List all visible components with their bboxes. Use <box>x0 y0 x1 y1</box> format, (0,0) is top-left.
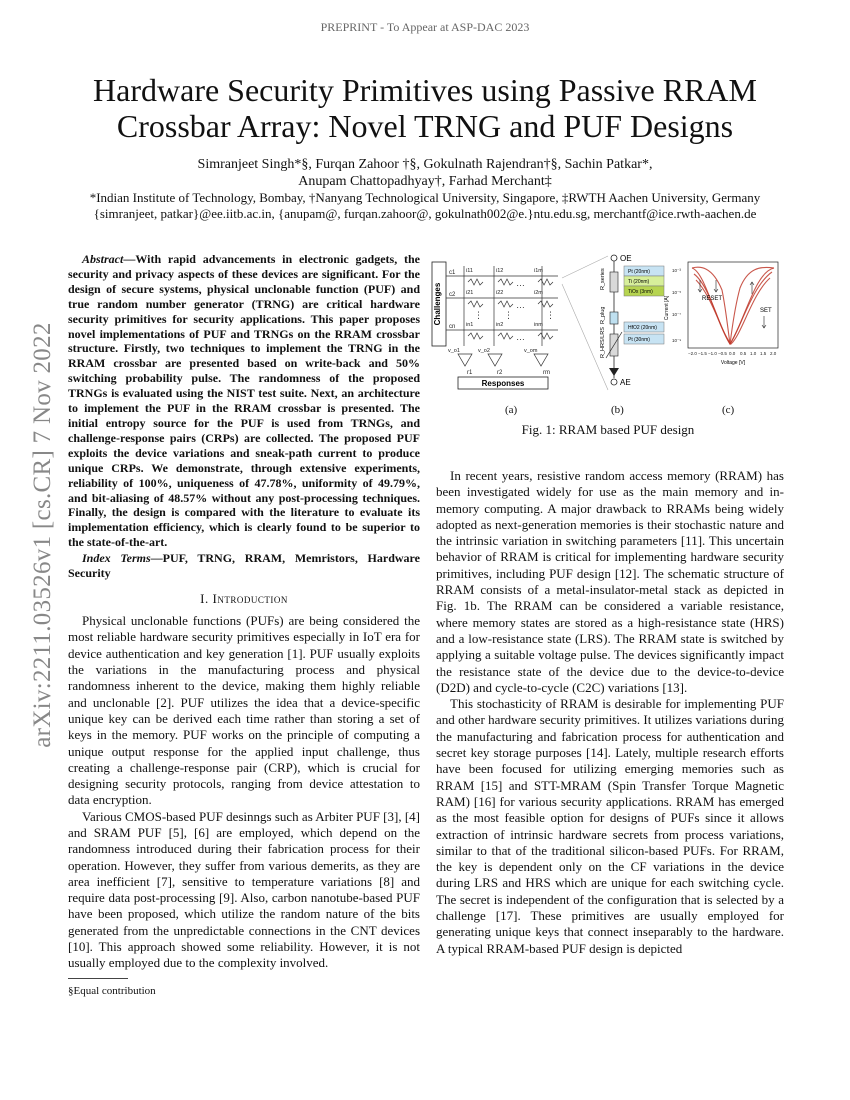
cell-label: inm <box>534 322 543 328</box>
stack-layer-label: Pt (30nm) <box>628 337 650 343</box>
footnote: §Equal contribution <box>68 985 156 997</box>
cell-label: i12 <box>496 268 504 274</box>
output-label: r2 <box>497 370 503 376</box>
title-line-2: Crossbar Array: Novel TRNG and PUF Designs <box>116 108 734 144</box>
x-tick: 0.5 <box>740 351 747 356</box>
author-list <box>60 156 790 190</box>
stack-layer-label: Ti (20nm) <box>628 279 650 285</box>
right-column <box>436 468 784 957</box>
intro-paragraph-2: Various CMOS-based PUF desinngs such as Arbiter PUF [3], [4] and SRAM PUF [5], [6] are employed, which depend on the randomness introduced during their fabrication process for their operation. However, they suffer from various demerits, as they are area inefficient [7], sensitive to temperature variations [8] and require data post-processing [9]. Also, carbon nanotube-based PUF have been proposed, which utilize the random nature of the bits generated from the unpredictable connections in the CNT devices [10]. This approach showed some reliability. However, it is not usually employed due to the complexity involved. <box>68 808 420 971</box>
intro-paragraph-1: Physical unclonable functions (PUFs) are being considered the most reliable hardware security primitives especially in IoT era for device authentication and key generation [1]. PUF usually exploits the variations in the manufacturing process and physical randomness inherent to the device, making them highly reliable and unclonable [2]. PUF utilizes the idea that a device-specific unique key can be derived each time rather than storing a set of keys in the memory. PUF works on the principle of computing a unique output response for the applied input challenge, thus creating a challenge-response pair (CRP), which is crucial for designing security protocols, ranging from device attestation to data encryption. <box>68 613 420 808</box>
output-label: rm <box>543 370 550 376</box>
right-paragraph-2: This stochasticity of RRAM is desirable for implementing PUF and other hardware security primitives. It utilizes variations during the manufacturing and fabrication process for authentication and secret key storage purposes [14]. Lately, multiple research efforts have been focused for utilizing emerging memories such as RRAM [15] and STT-MRAM (Spin Transfer Torque Magnetic RAM) [16] for various security applications. RRAM has emerged as the most feasible option for designs of PUFs since it allows extraction of intrinsic hardware secrets from process variations, similar to that of the traditional silicon-based PUFs. For RRAM, the key is dependent only on the CF variations in the device during LRS and HRS which are unique for each switching cycle. The secret is independent of the configuration that is selected by a challenge [17]. These primitives are usually employed for generating unique keys that connect inseparably to the hardware. A typical RRAM-based PUF design is depicted <box>436 696 784 956</box>
authors-line-2: Anupam Chattopadhyay†, Farhad Merchant‡ <box>298 174 552 189</box>
selector-diode <box>609 368 619 376</box>
y-tick: 10⁻⁷ <box>672 312 682 317</box>
top-electrode-label: OE <box>620 254 632 263</box>
preprint-header: PREPRINT - To Appear at ASP-DAC 2023 <box>320 20 530 34</box>
output-labels <box>467 370 550 376</box>
stack-layer-label: Pt (20nm) <box>628 269 650 275</box>
x-tick: 1.5 <box>760 351 767 356</box>
abstract-text: —With rapid advancements in electronic gadgets, the security and privacy aspects of these devices are significant. For the design of secure systems, physical unclonable function (PUF) and true random number generator (TRNG) are critical hardware security primitives for security applications. This paper proposes novel implementations of PUF and TRNGs on the RRAM crossbar structure. Firstly, two techniques to implement the TRNG in the RRAM crossbar are presented based on write-back and 50% switching probability pulse. The randomness of the proposed TRNGs is evaluated using the NIST test suite. Next, an architecture to implement the PUF in the RRAM crossbar is presented. The initial entropy source for the PUF is used from TRNGs, and challenge-response pairs (CRPs) are collected. The proposed PUF exploits the device variations and sneak-path current to produce unique CRPs. We demonstrate, through extensive experiments, reliability of 100%, uniqueness of 47.78%, uniformity of 49.79%, and bit-aliasing of 48.57% without any post-processing techniques. Finally, the design is compared with the literature to evaluate its implementation efficiency, which is clearly found to be superior to the state-of-the-art. <box>68 252 420 550</box>
y-tick: 10⁻⁹ <box>672 338 682 343</box>
col-label: v_om <box>524 348 538 354</box>
set-label: SET <box>760 308 772 314</box>
figure-sublabels <box>430 404 786 418</box>
rram-stack-diagram <box>562 254 664 390</box>
layer-stack <box>624 266 664 344</box>
cell-label: i22 <box>496 290 504 296</box>
svg-text:⋮: ⋮ <box>546 310 555 320</box>
output-label: r1 <box>467 370 473 376</box>
challenges-label: Challenges <box>433 282 442 326</box>
top-electrode-node <box>611 255 617 261</box>
x-tick: −0.5 <box>718 351 727 356</box>
section-heading-introduction: I. Introduction <box>200 590 288 606</box>
cell-label: in2 <box>496 322 504 328</box>
bottom-electrode-label: AE <box>620 378 631 387</box>
affiliation-line-1: *Indian Institute of Technology, Bombay, †Nanyang Technological University, Singapore, ‡RWTH Aachen University, Germany <box>89 190 761 205</box>
x-tick: −1.0 <box>708 351 717 356</box>
x-tick: −1.5 <box>698 351 707 356</box>
crossbar-ellipsis <box>474 278 555 342</box>
affiliation-line-2: {simranjeet, patkar}@ee.iitb.ac.in, {anupam@, furqan.zahoor@, gokulnath002@e.}ntu.edu.sg, merchantf@ice.rwth-aachen.de <box>93 206 757 221</box>
svg-text:⋮: ⋮ <box>474 310 483 320</box>
x-tick: 0.0 <box>729 351 736 356</box>
authors-line-1: Simranjeet Singh*§, Furqan Zahoor †§, Gokulnath Rajendran†§, Sachin Patkar*, <box>197 157 653 172</box>
series-resistor <box>610 272 618 292</box>
footnote-rule <box>68 978 128 979</box>
resistor-label: R_series <box>600 268 606 290</box>
index-terms <box>68 551 420 581</box>
paper-title <box>40 72 810 144</box>
x-tick: −2.0 <box>688 351 697 356</box>
x-tick: 2.0 <box>770 351 777 356</box>
abstract <box>68 252 420 581</box>
column-voltage-labels <box>448 348 538 354</box>
sublabel-b: (b) <box>611 404 624 416</box>
svg-text:…: … <box>516 278 525 288</box>
col-label: v_o2 <box>478 348 490 354</box>
index-terms-text: —PUF, TRNG, RRAM, Memristors, Hardware Security <box>68 551 420 581</box>
x-tick: 1.0 <box>750 351 757 356</box>
arxiv-identifier: arXiv:2211.03526v1 [cs.CR] 7 Nov 2022 <box>29 322 56 748</box>
abstract-paragraph <box>68 252 420 550</box>
reset-label: RESET <box>702 296 723 302</box>
row-label: c1 <box>449 270 456 276</box>
col-label: v_o1 <box>448 348 460 354</box>
responses-label: Responses <box>481 379 525 388</box>
y-tick: 10⁻³ <box>672 268 681 273</box>
cell-label: i2m <box>534 290 543 296</box>
svg-text:⋮: ⋮ <box>504 310 513 320</box>
iv-y-ticks <box>672 268 681 343</box>
iv-xlabel: Voltage [V] <box>720 360 746 366</box>
sublabel-c: (c) <box>722 404 735 416</box>
cell-label: i21 <box>466 290 474 296</box>
stack-layer-label: TiOx (3nm) <box>628 289 653 295</box>
left-column <box>68 252 420 972</box>
affiliations <box>40 190 810 222</box>
cell-label: i1m <box>534 268 543 274</box>
bottom-electrode-node <box>611 379 617 385</box>
introduction-body <box>68 613 420 972</box>
figure-caption: Fig. 1: RRAM based PUF design <box>521 422 695 437</box>
crossbar-diagram <box>432 262 558 389</box>
row-label: c2 <box>449 292 456 298</box>
resistor-label: R_HRS/LRS <box>600 327 606 358</box>
cell-label: i11 <box>466 268 473 274</box>
abstract-label: Abstract <box>82 252 124 266</box>
index-terms-label: Index Terms <box>82 551 151 566</box>
crossbar-row-labels <box>449 270 456 330</box>
cell-label: in1 <box>466 322 474 328</box>
sublabel-a: (a) <box>505 404 518 416</box>
iv-x-ticks <box>688 351 777 356</box>
iv-ylabel: Current [A] <box>664 295 670 321</box>
resistor-label: R_plug <box>600 306 606 324</box>
title-line-1: Hardware Security Primitives using Passive RRAM <box>93 72 757 108</box>
iv-curve-chart <box>664 262 778 366</box>
sense-amplifiers <box>458 354 548 366</box>
svg-text:…: … <box>516 300 525 310</box>
right-paragraph-1: In recent years, resistive random access memory (RRAM) has been investigated widely for use as the main memory and in-memory computing. A major drawback to RRAMs being widely adopted as next-generation memories is their stochastic nature and the intrinsic variation in switching parameters [11]. This uncertain behavior of RRAM is critical for implementing hardware security primitives, including PUF design [12]. The schematic structure of RRAM consists of a metal-insulator-metal stack as depicted in Fig. 1b. The RRAM can be considered a variable resistance, where memory states are stored as a high-resistance state (HRS) and a low-resistance state (LRS). The RRAM state is switched by applying a suitable voltage pulse. The devices significantly impact the resistance state of the device due to the device-to-device (D2D) and cycle-to-cycle (C2C) variations [13]. <box>436 468 784 695</box>
plug-resistor <box>610 312 618 324</box>
svg-text:…: … <box>516 332 525 342</box>
y-tick: 10⁻⁵ <box>672 290 682 295</box>
arxiv-sidebar <box>28 290 58 780</box>
row-label: cn <box>449 324 456 330</box>
stack-layer-label: HfO2 (20nm) <box>628 325 657 331</box>
